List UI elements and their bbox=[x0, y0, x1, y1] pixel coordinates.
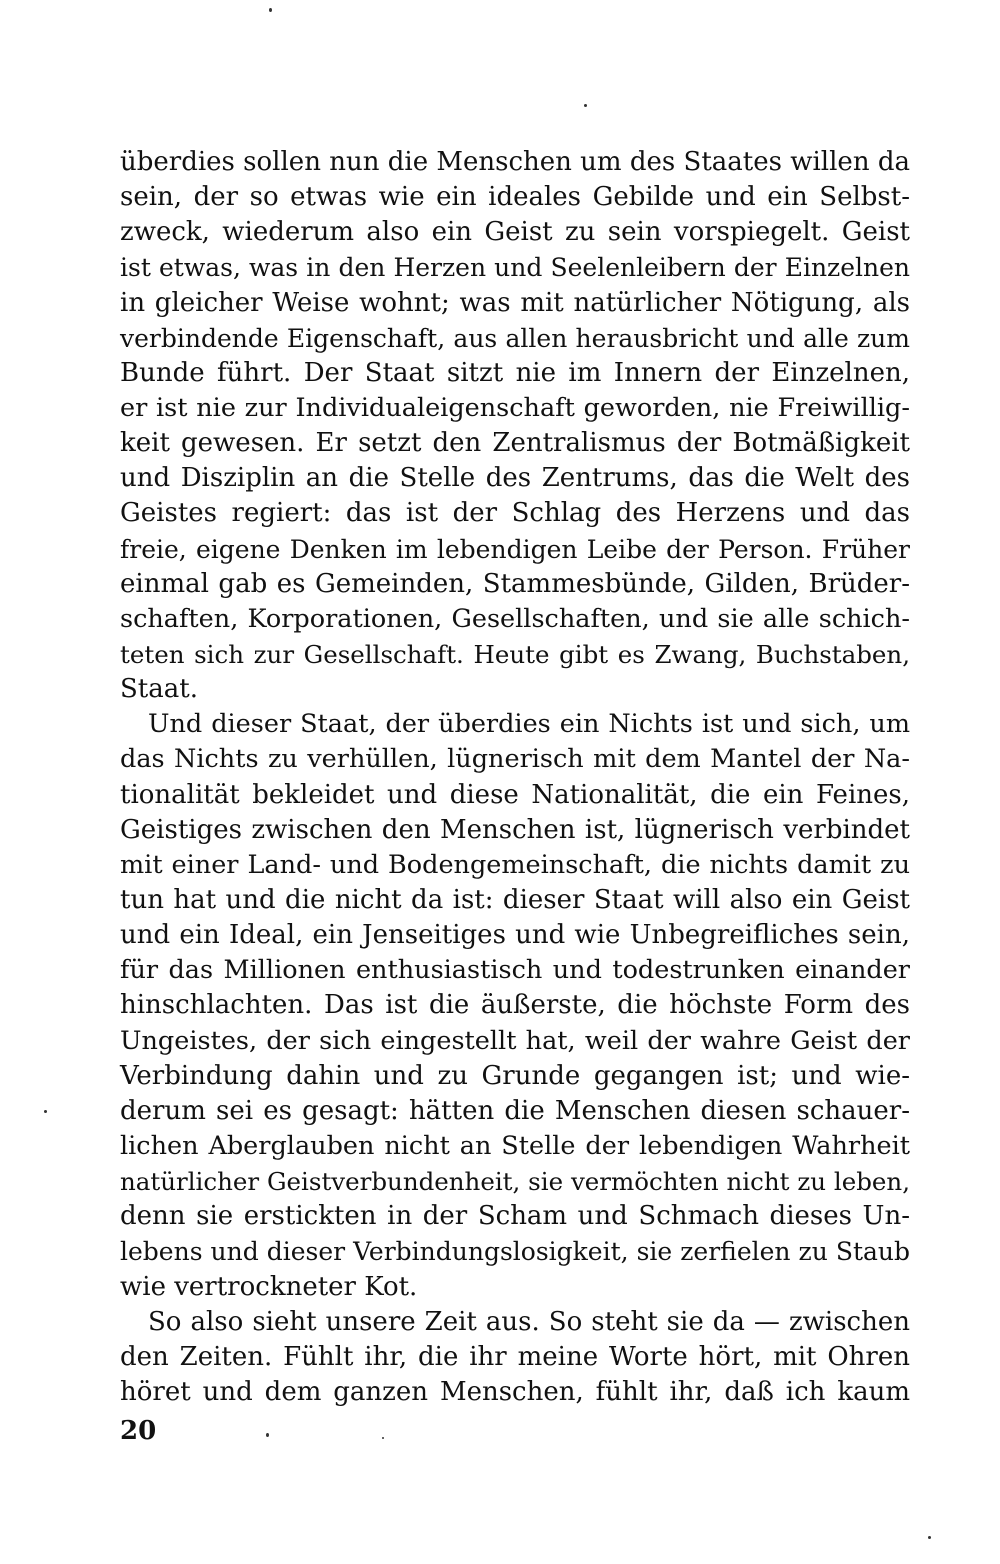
page-number: 20 bbox=[120, 1416, 157, 1446]
text-line: zweck, wiederum also ein Geist zu sein vorspiegelt. Geist bbox=[120, 217, 910, 248]
text-line: Staat. bbox=[120, 674, 198, 705]
text-line: natürlicher Geistverbundenheit, sie vermöchten nicht zu leben, bbox=[120, 1167, 910, 1197]
text-line: tun hat und die nicht da ist: dieser Staat will also ein Geist bbox=[120, 884, 910, 915]
paragraph-2 bbox=[120, 707, 910, 1304]
scan-speck bbox=[928, 1536, 931, 1539]
text-line: mit einer Land- und Bodengemeinschaft, die nichts damit zu bbox=[120, 849, 910, 880]
text-line: und ein Ideal, ein Jenseitiges und wie Unbegreifliches sein, bbox=[120, 920, 910, 951]
text-line: Und dieser Staat, der überdies ein Nichts ist und sich, um bbox=[148, 709, 910, 740]
text-line: er ist nie zur Individualeigenschaft geworden, nie Freiwillig- bbox=[120, 392, 910, 423]
text-line: den Zeiten. Fühlt ihr, die ihr meine Worte hört, mit Ohren bbox=[120, 1341, 910, 1372]
text-line: schaften, Korporationen, Gesellschaften, und sie alle schich- bbox=[120, 603, 910, 634]
text-line: Ungeistes, der sich eingestellt hat, weil der wahre Geist der bbox=[120, 1025, 910, 1056]
text-line: teten sich zur Gesellschaft. Heute gibt es Zwang, Buchstaben, bbox=[120, 639, 910, 669]
text-line: denn sie erstickten in der Scham und Schmach dieses Un- bbox=[120, 1201, 910, 1232]
text-line: einmal gab es Gemeinden, Stammesbünde, Gilden, Brüder- bbox=[120, 568, 910, 599]
text-line: für das Millionen enthusiastisch und todestrunken einander bbox=[120, 955, 910, 986]
text-line: Geistes regiert: das ist der Schlag des Herzens und das bbox=[120, 498, 910, 529]
scan-speck bbox=[382, 1437, 384, 1439]
paragraph-3 bbox=[120, 1305, 910, 1410]
text-line: So also sieht unsere Zeit aus. So steht sie da — zwischen bbox=[148, 1306, 910, 1337]
text-line: verbindende Eigenschaft, aus allen herausbricht und alle zum bbox=[120, 323, 910, 353]
text-line: lichen Aberglauben nicht an Stelle der lebendigen Wahrheit bbox=[120, 1130, 910, 1161]
text-line: sein, der so etwas wie ein ideales Gebilde und ein Selbst- bbox=[120, 182, 910, 213]
text-line: ist etwas, was in den Herzen und Seelenleibern der Einzelnen bbox=[120, 253, 910, 283]
text-line: lebens und dieser Verbindungslosigkeit, sie zerfielen zu Staub bbox=[120, 1237, 910, 1267]
text-line: überdies sollen nun die Menschen um des Staates willen da bbox=[120, 147, 910, 177]
scan-speck bbox=[584, 104, 587, 107]
scan-speck bbox=[269, 8, 272, 12]
text-line: in gleicher Weise wohnt; was mit natürlicher Nötigung, als bbox=[120, 287, 910, 318]
text-line: das Nichts zu verhüllen, lügnerisch mit dem Mantel der Na- bbox=[120, 744, 910, 775]
scan-speck bbox=[44, 1110, 47, 1113]
paragraph-1 bbox=[120, 145, 910, 707]
text-line: wie vertrockneter Kot. bbox=[120, 1271, 418, 1302]
text-line: derum sei es gesagt: hätten die Menschen diesen schauer- bbox=[120, 1095, 910, 1126]
text-line: Bunde führt. Der Staat sitzt nie im Innern der Einzelnen, bbox=[120, 357, 910, 388]
text-line: höret und dem ganzen Menschen, fühlt ihr, daß ich kaum bbox=[120, 1376, 910, 1407]
scan-speck bbox=[266, 1433, 269, 1437]
text-line: freie, eigene Denken im lebendigen Leibe der Person. Früher bbox=[120, 534, 910, 564]
text-line: und Disziplin an die Stelle des Zentrums, das die Welt des bbox=[120, 463, 910, 494]
text-line: Geistiges zwischen den Menschen ist, lügnerisch verbindet bbox=[120, 814, 910, 845]
text-line: tionalität bekleidet und diese Nationalität, die ein Feines, bbox=[120, 779, 910, 810]
text-line: Verbindung dahin und zu Grunde gegangen ist; und wie- bbox=[120, 1060, 910, 1091]
text-line: keit gewesen. Er setzt den Zentralismus der Botmäßigkeit bbox=[120, 428, 910, 459]
body-text bbox=[120, 145, 910, 1410]
text-line: hinschlachten. Das ist die äußerste, die höchste Form des bbox=[120, 990, 910, 1021]
